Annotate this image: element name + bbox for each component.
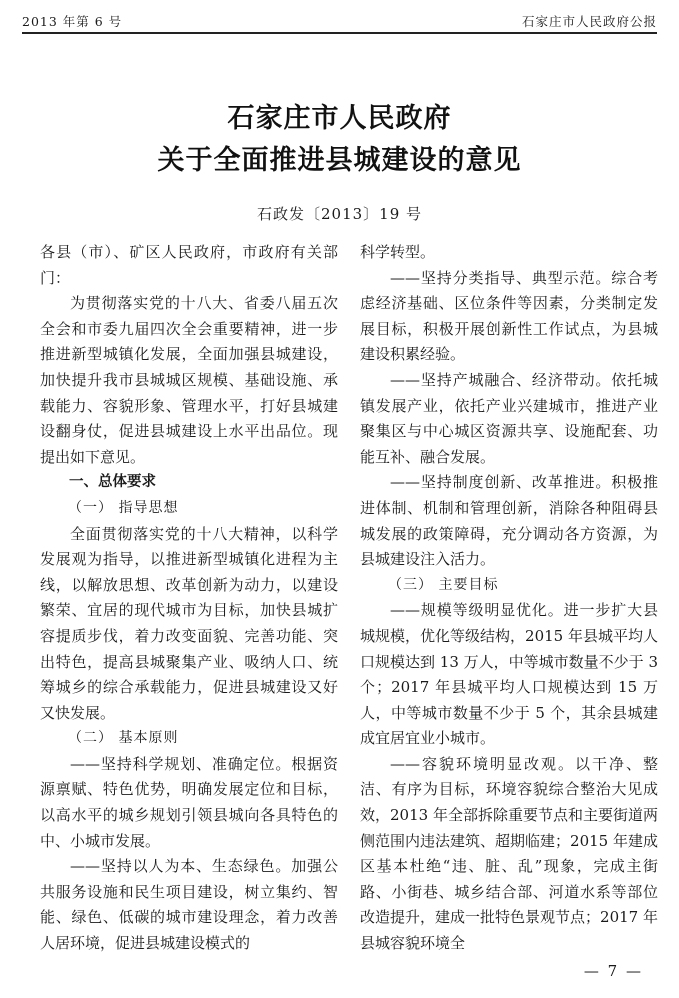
issue-label: 2013 年第 6 号 [22,14,123,29]
page-number: — 7 — [583,962,643,980]
paragraph: 科学转型。 [360,243,436,261]
paragraph: 全面贯彻落实党的十八大精神，以科学发展观为指导，以推进新型城镇化进程为主线，以解放思想、改革创新为动力，以建设繁荣、宜居的现代城市为目标，加快县城扩容提质步伐，着力改变面貌、完善功能、突出特色，提高县城聚集产业、吸纳人口、统筹城乡的综合承载能力，促进县城建设又好又快发展。 [40,524,338,722]
paragraph: 各县（市）、矿区人民政府，市政府有关部门： [40,243,338,287]
section-heading: （二） 基本原则 [68,730,179,747]
section-heading: （一） 指导思想 [68,499,179,516]
document-number: 石政发〔2013〕19 号 [256,205,423,223]
publication-name: 石家庄市人民政府公报 [521,14,657,29]
paragraph: ——坚持以人为本、生态绿色。加强公共服务设施和民生项目建设，树立集约、智能、绿色、低碳的城市建设理念，着力改善人居环境，促进县城建设模式的 [40,857,338,953]
right-text-column [360,240,658,957]
document-title-line2: 关于全面推进县城建设的意见 [157,145,522,176]
document-title-line1: 石家庄市人民政府 [227,103,452,134]
paragraph: ——坚持科学规划、准确定位。根据资源禀赋、特色优势，明确发展定位和目标，以高水平的城乡规划引领县城向各具特色的中、小城市发展。 [40,754,338,850]
left-text-column [40,240,338,957]
section-heading: （三） 主要目标 [388,576,499,593]
paragraph: 为贯彻落实党的十八大、省委八届五次全会和市委九届四次全会重要精神，进一步推进新型城镇化发展，全面加强县城建设，加快提升我市县城城区规模、基础设施、承载能力、容貌形象、管理水平，打好县城建设翻身仗，促进县城建设上水平出品位。现提出如下意见。 [40,294,338,466]
running-header [22,6,657,34]
paragraph: ——坚持制度创新、改革推进。积极推进体制、机制和管理创新，消除各种阻碍县城发展的政策障碍，充分调动各方资源，为县城建设注入活力。 [360,473,658,569]
paragraph: ——坚持产城融合、经济带动。依托城镇发展产业，依托产业兴建城市，推进产业聚集区与中心城区资源共享、设施配套、功能互补、融合发展。 [360,370,658,466]
paragraph: ——坚持分类指导、典型示范。综合考虑经济基础、区位条件等因素，分类制定发展目标，积极开展创新性工作试点，为县城建设积累经验。 [360,268,658,364]
paragraph: ——容貌环境明显改观。以干净、整洁、有序为目标，环境容貌综合整治大见成效，2013 年全部拆除重要节点和主要街道两侧范围内违法建筑、超期临建；2015 年建成区基本杜绝“违、脏、乱”现象，完成主街路、小街巷、城乡结合部、河道水系等部位改造提升，建成一批特色景观节点；2017 年县城容貌环境全 [360,754,658,953]
paragraph: ——规模等级明显优化。进一步扩大县城规模，优化等级结构，2015 年县城平均人口规模达到 13 万人，中等城市数量不少于 3 个；2017 年县城平均人口规模达到 15 万人，中等城市数量不少于 5 个，其余县城建成宜居宜业小城市。 [360,601,658,748]
section-heading: 一、总体要求 [69,474,156,491]
